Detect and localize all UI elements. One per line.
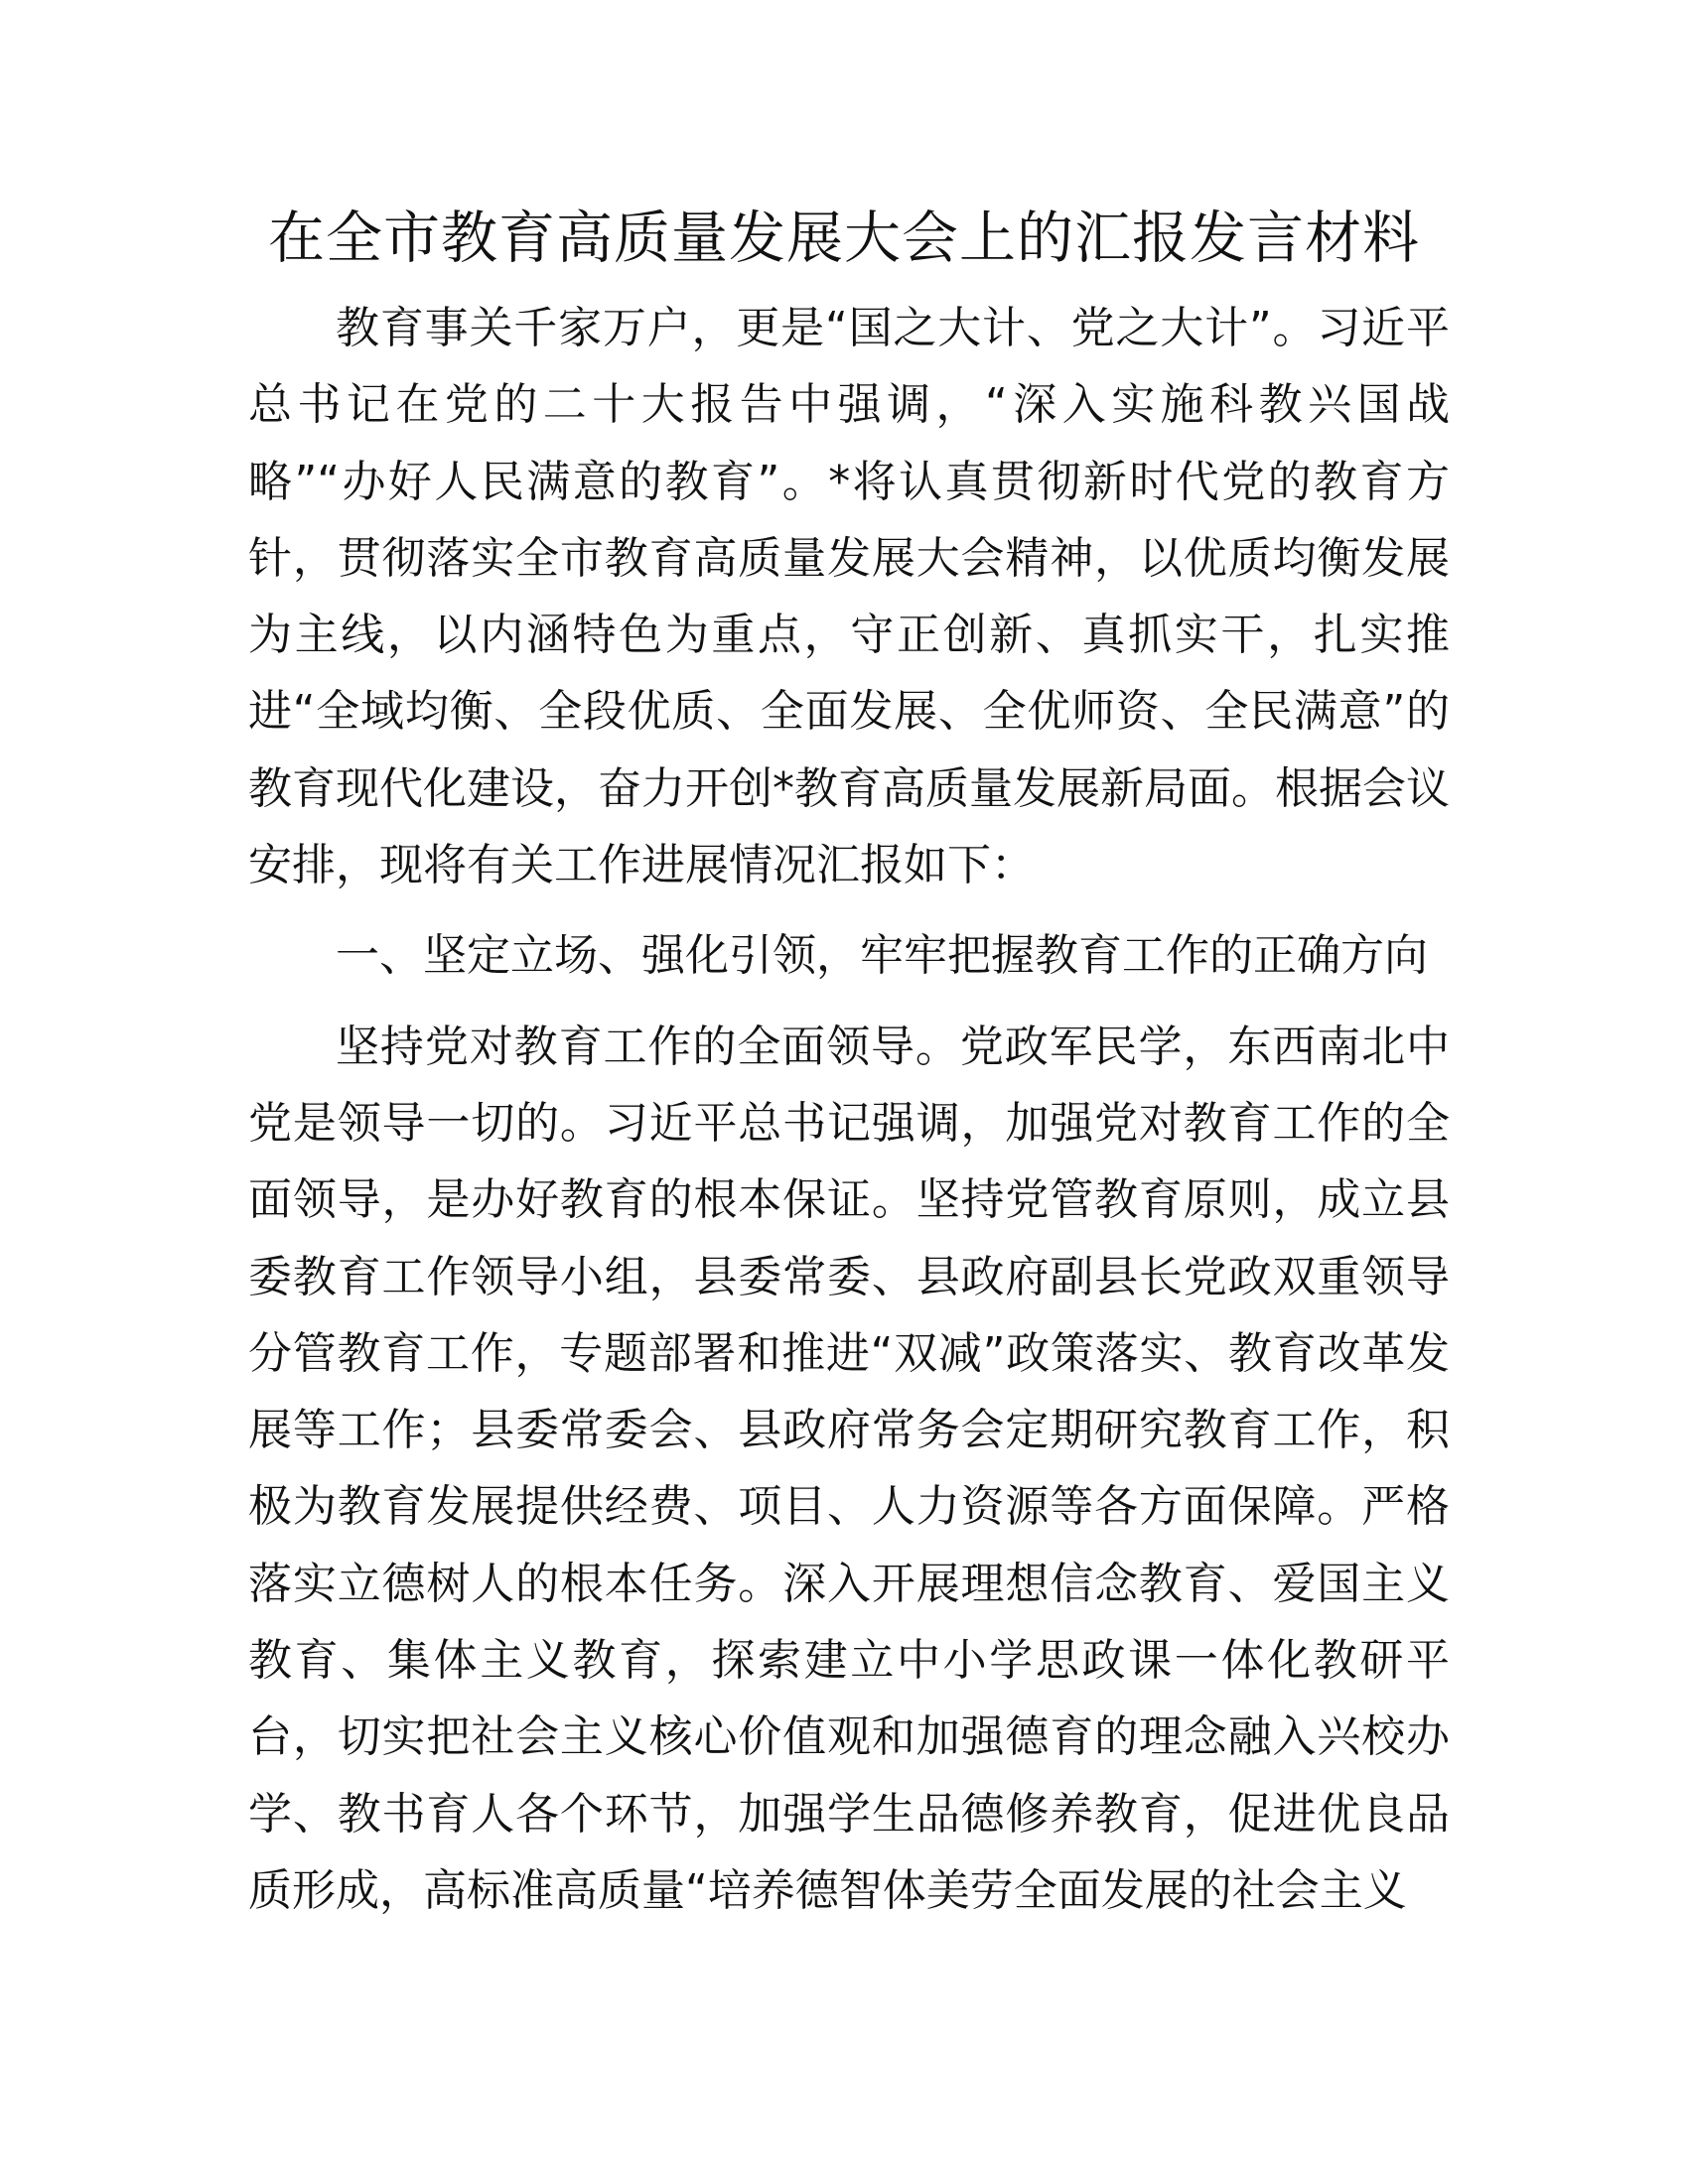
- intro-paragraph: 教育事关千家万户，更是“国之大计、党之大计”。习近平总书记在党的二十大报告中强调，“深入实施科教兴国战略”“办好人民满意的教育”。*将认真贯彻新时代党的教育方针，贯彻落实全市教育高质量发展大会精神，以优质均衡发展为主线，以内涵特色为重点，守正创新、真抓实干，扎实推进“全域均衡、全段优质、全面发展、全优师资、全民满意”的教育现代化建设，奋力开创*教育高质量发展新局面。根据会议安排，现将有关工作进展情况汇报如下：: [248, 303, 1450, 891]
- document-title: 在全市教育高质量发展大会上的汇报发言材料: [268, 205, 1420, 271]
- section-heading: 一、坚定立场、强化引领，牢牢把握教育工作的正确方向: [336, 930, 1428, 982]
- section-body-paragraph: 坚持党对教育工作的全面领导。党政军民学，东西南北中党是领导一切的。习近平总书记强调，加强党对教育工作的全面领导，是办好教育的根本保证。坚持党管教育原则，成立县委教育工作领导小组，县委常委、县政府副县长党政双重领导分管教育工作，专题部署和推进“双减”政策落实、教育改革发展等工作；县委常委会、县政府常务会定期研究教育工作，积极为教育发展提供经费、项目、人力资源等各方面保障。严格落实立德树人的根本任务。深入开展理想信念教育、爱国主义教育、集体主义教育，探索建立中小学思政课一体化教研平台，切实把社会主义核心价值观和加强德育的理念融入兴校办学、教书育人各个环节，加强学生品德修养教育，促进优良品质形成，高标准高质量“培养德智体美劳全面发展的社会主义: [248, 1021, 1450, 1916]
- document-body: [248, 290, 1450, 1929]
